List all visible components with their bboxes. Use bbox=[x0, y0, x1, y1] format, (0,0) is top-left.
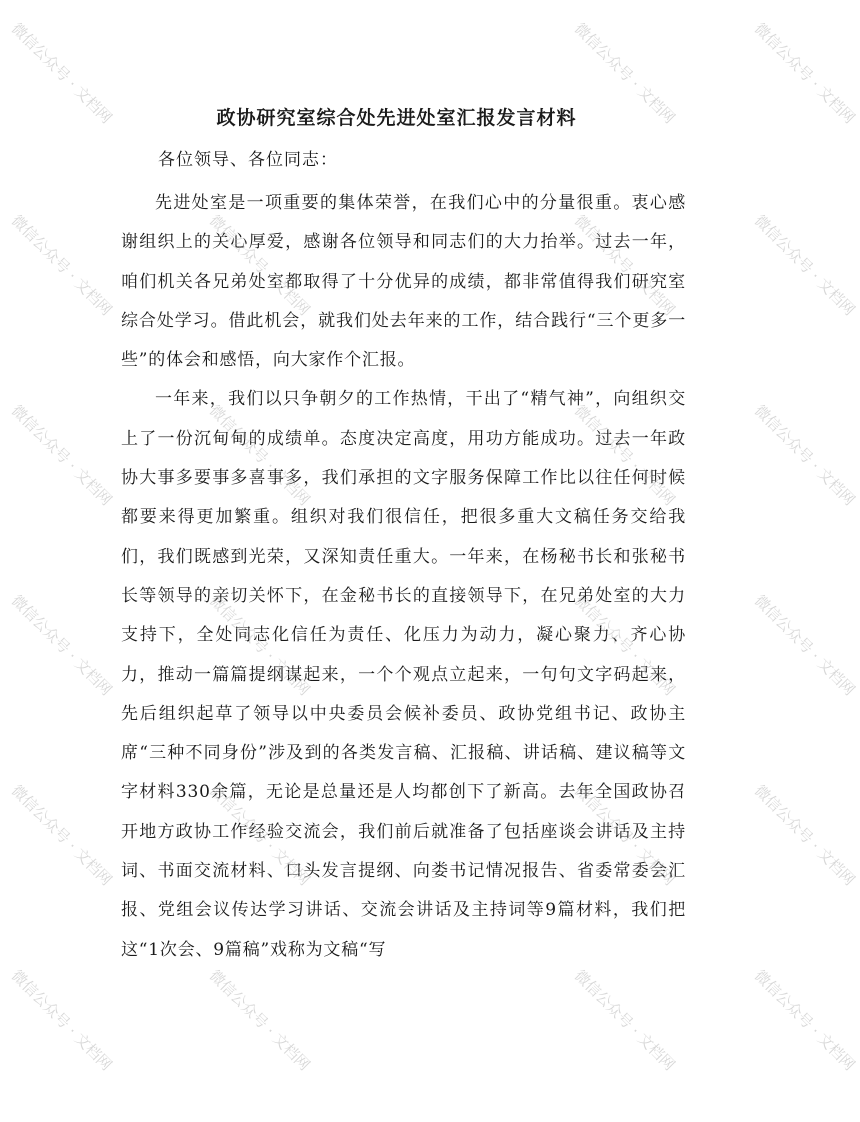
watermark-text: 微信公众号 · 文档网 bbox=[205, 781, 314, 890]
watermark-text: 微信公众号 · 文档网 bbox=[570, 19, 679, 128]
document-body bbox=[121, 184, 686, 970]
watermark-text: 微信公众号 · 文档网 bbox=[750, 401, 859, 510]
watermark-text: 微信公众号 · 文档网 bbox=[570, 401, 679, 510]
watermark-text: 微信公众号 · 文档网 bbox=[570, 591, 679, 700]
watermark-text: 微信公众号 · 文档网 bbox=[570, 211, 679, 320]
watermark-text: 微信公众号 · 文档网 bbox=[7, 401, 116, 510]
watermark-text: 微信公众号 · 文档网 bbox=[205, 401, 314, 510]
watermark-text: 微信公众号 · 文档网 bbox=[7, 781, 116, 890]
watermark-text: 微信公众号 · 文档网 bbox=[7, 211, 116, 320]
watermark-text: 微信公众号 · 文档网 bbox=[7, 966, 116, 1075]
document-title: 政协研究室综合处先进处室汇报发言材料 bbox=[216, 107, 577, 129]
greeting-line: 各位领导、各位同志： bbox=[158, 150, 338, 170]
watermark-text: 微信公众号 · 文档网 bbox=[205, 966, 314, 1075]
watermark-text: 微信公众号 · 文档网 bbox=[7, 591, 116, 700]
watermark-text: 微信公众号 · 文档网 bbox=[570, 781, 679, 890]
watermark-text: 微信公众号 · 文档网 bbox=[750, 211, 859, 320]
watermark-text: 微信公众号 · 文档网 bbox=[750, 19, 859, 128]
paragraph: 先进处室是一项重要的集体荣誉，在我们心中的分量很重。衷心感谢组织上的关心厚爱，感谢各位领导和同志们的大力抬举。过去一年，咱们机关各兄弟处室都取得了十分优异的成绩，都非常值得我们研究室综合处学习。借此机会，就我们处去年来的工作，结合践行“三个更多一些”的体会和感悟，向大家作个汇报。 bbox=[121, 193, 686, 371]
watermark-text: 微信公众号 · 文档网 bbox=[570, 966, 679, 1075]
watermark-text: 微信公众号 · 文档网 bbox=[750, 781, 859, 890]
paragraph: 一年来，我们以只争朝夕的工作热情，干出了“精气神”，向组织交上了一份沉甸甸的成绩单。态度决定高度，用功方能成功。过去一年政协大事多要事多喜事多，我们承担的文字服务保障工作比以往任何时候都要来得更加繁重。组织对我们很信任，把很多重大文稿任务交给我们，我们既感到光荣，又深知责任重大。一年来，在杨秘书长和张秘书长等领导的亲切关怀下，在金秘书长的直接领导下，在兄弟处室的大力支持下，全处同志化信任为责任、化压力为动力，凝心聚力、齐心协力，推动一篇篇提纲谋起来，一个个观点立起来，一句句文字码起来，先后组织起草了领导以中央委员会候补委员、政协党组书记、政协主席“三种不同身份”涉及到的各类发言稿、汇报稿、讲话稿、建议稿等文字材料330余篇，无论是总量还是人均都创下了新高。去年全国政协召开地方政协工作经验交流会，我们前后就准备了包括座谈会讲话及主持词、书面交流材料、口头发言提纲、向娄书记情况报告、省委常委会汇报、党组会议传达学习讲话、交流会讲话及主持词等9篇材料，我们把这“1次会、9篇稿”戏称为文稿“写 bbox=[121, 389, 686, 960]
watermark-text: 微信公众号 · 文档网 bbox=[205, 591, 314, 700]
watermark-text: 微信公众号 · 文档网 bbox=[7, 19, 116, 128]
watermark-text: 微信公众号 · 文档网 bbox=[750, 966, 859, 1075]
watermark-text: 微信公众号 · 文档网 bbox=[750, 591, 859, 700]
watermark-text: 微信公众号 · 文档网 bbox=[205, 211, 314, 320]
